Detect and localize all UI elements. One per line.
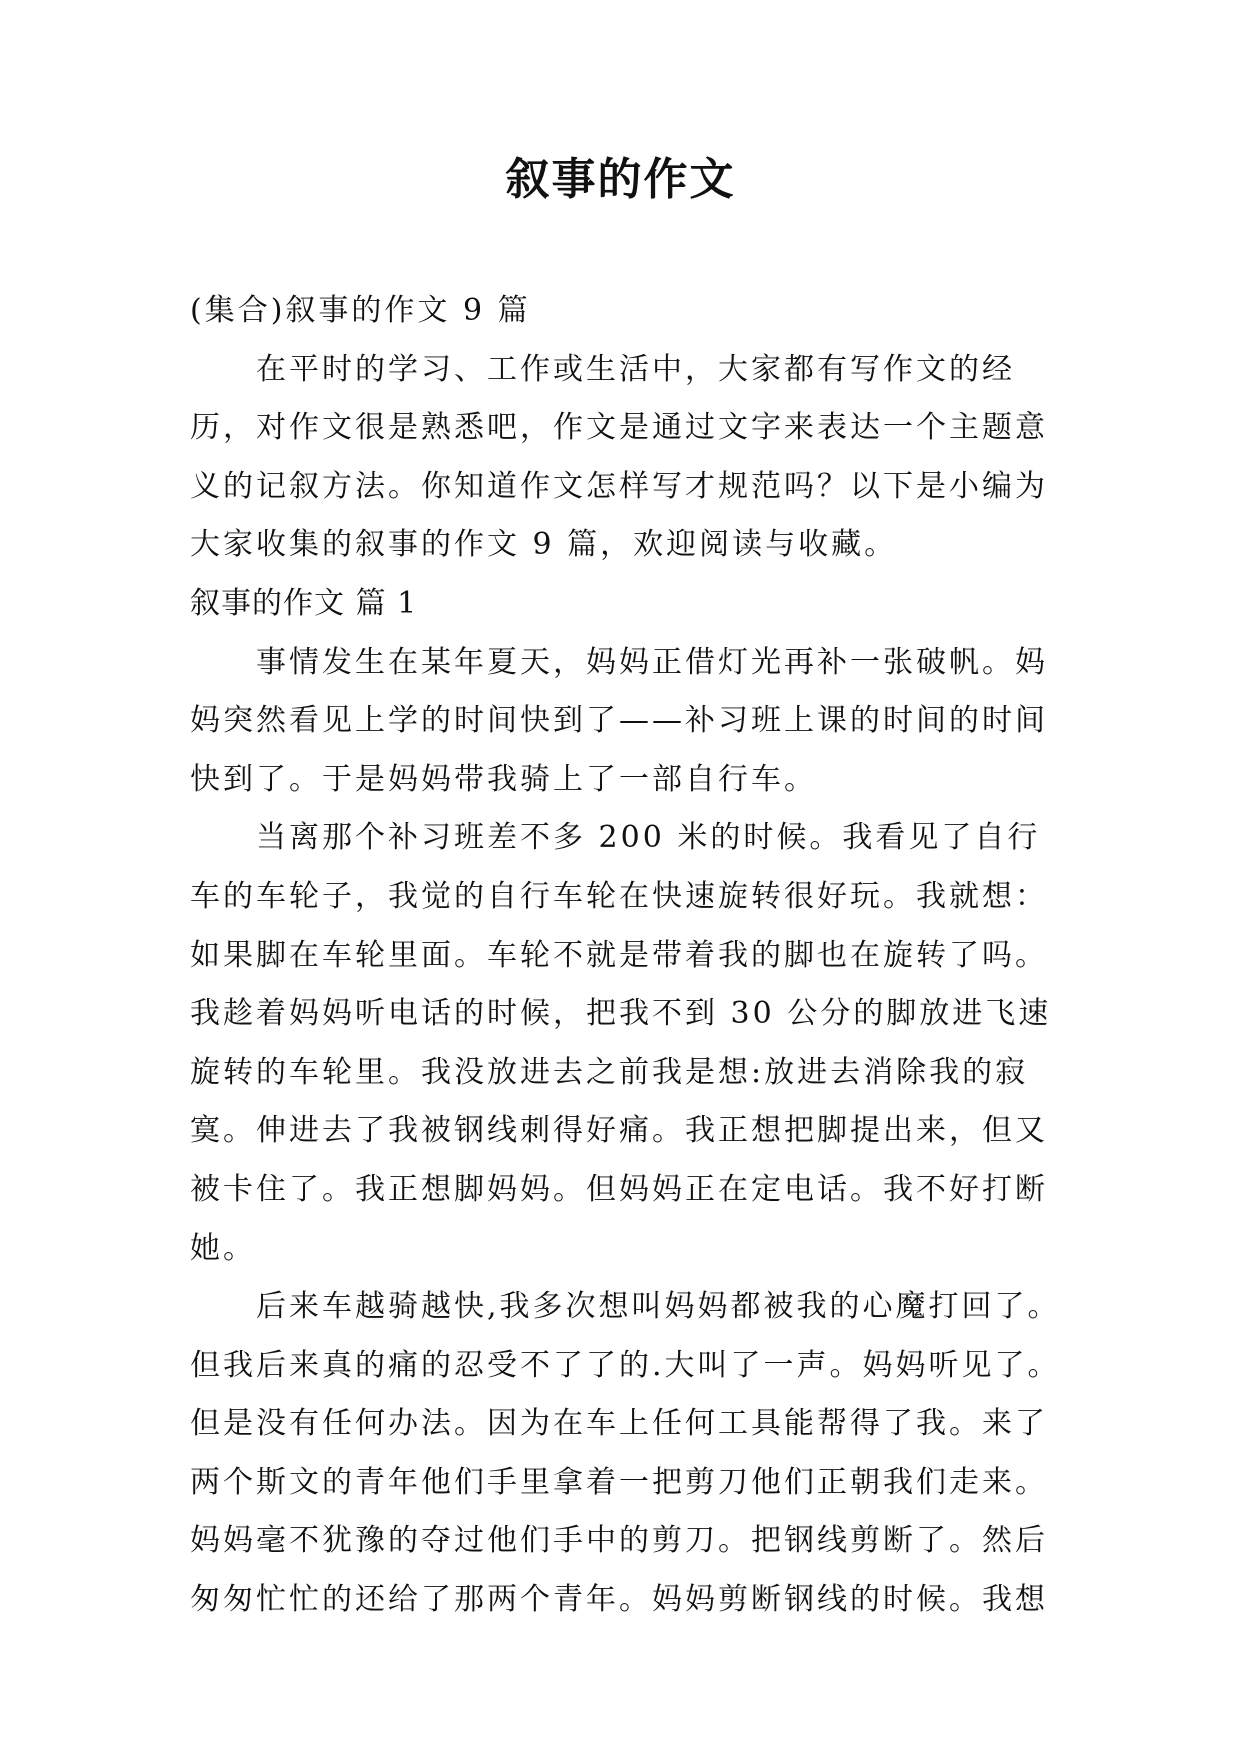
document-body xyxy=(190,282,1070,1630)
intro-paragraph: 在平时的学习、工作或生活中，大家都有写作文的经历，对作文很是熟悉吧，作文是通过文字来表达一个主题意义的记叙方法。你知道作文怎样写才规范吗？以下是小编为大家收集的叙事的作文 9 篇，欢迎阅读与收藏。 xyxy=(190,351,1048,563)
document-title: 叙事的作文 xyxy=(505,154,736,205)
body-paragraph-3: 后来车越骑越快,我多次想叫妈妈都被我的心魔打回了。但我后来真的痛的忍受不了了的.大叫了一声。妈妈听见了。但是没有任何办法。因为在车上任何工具能帮得了我。来了两个斯文的青年他们手里拿着一把剪刀他们正朝我们走来。妈妈毫不犹豫的夺过他们手中的剪刀。把钢线剪断了。然后匆匆忙忙的还给了那两个青年。妈妈剪断钢线的时候。我想 xyxy=(190,1289,1061,1618)
body-paragraph-1: 事情发生在某年夏天，妈妈正借灯光再补一张破帆。妈妈突然看见上学的时间快到了——补习班上课的时间的时间快到了。于是妈妈带我骑上了一部自行车。 xyxy=(190,644,1048,797)
body-paragraph-2: 当离那个补习班差不多 200 米的时候。我看见了自行车的车轮子，我觉的自行车轮在快速旋转很好玩。我就想：如果脚在车轮里面。车轮不就是带着我的脚也在旋转了吗。我趁着妈妈听电话的时候，把我不到 30 公分的脚放进飞速旋转的车轮里。我没放进去之前我是想:放进去消除我的寂寞。伸进去了我被钢线刺得好痛。我正想把脚提出来，但又被卡住了。我正想脚妈妈。但妈妈正在定电话。我不好打断她。 xyxy=(190,820,1052,1266)
section-heading: 叙事的作文 篇 1 xyxy=(190,585,418,621)
document-subtitle: (集合)叙事的作文 9 篇 xyxy=(190,293,531,328)
